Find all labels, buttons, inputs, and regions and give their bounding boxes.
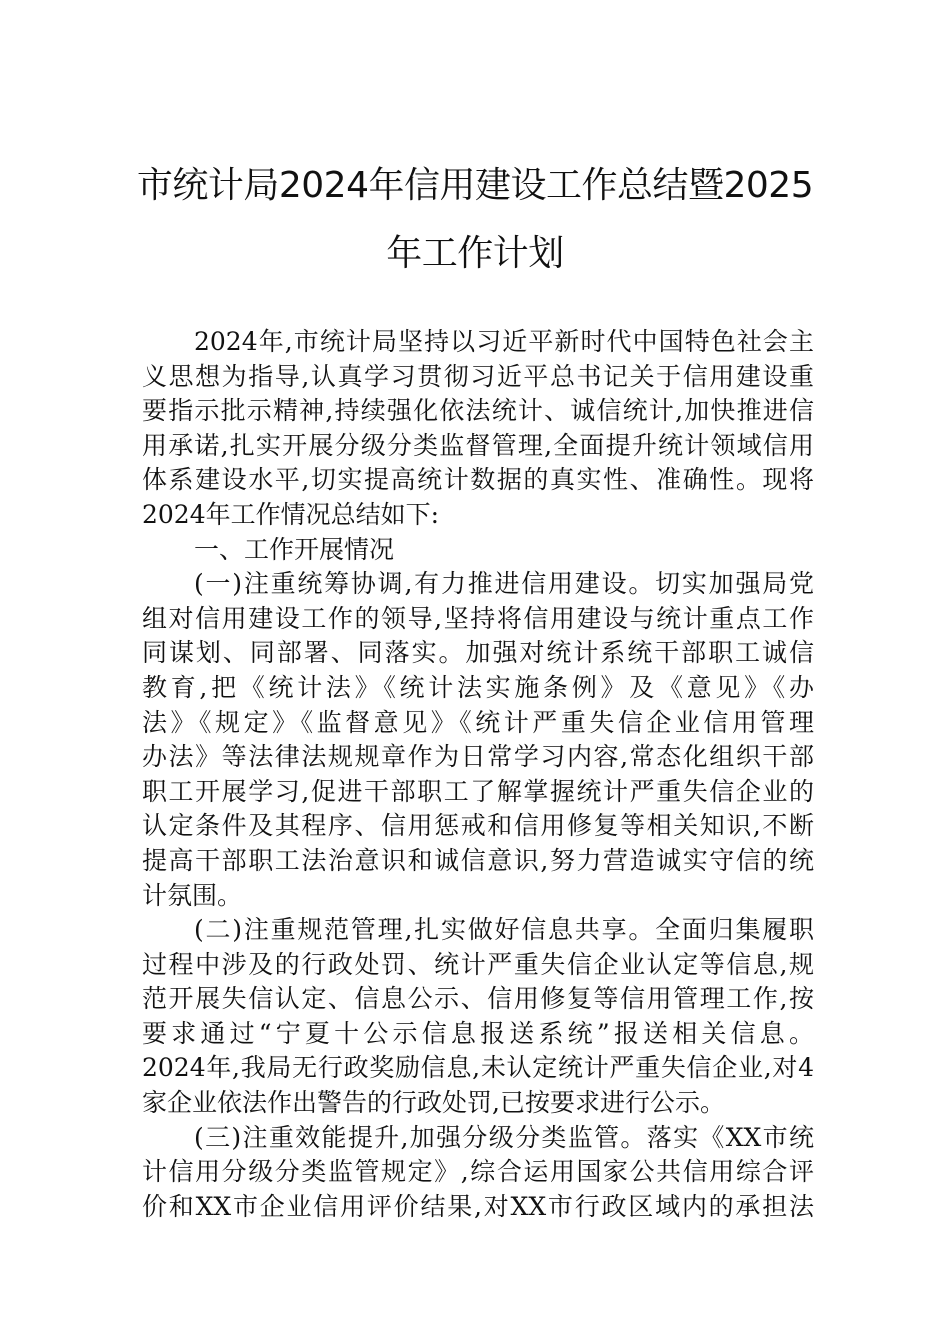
- body-line: 过程中涉及的行政处罚、统计严重失信企业认定等信息,规: [142, 949, 814, 979]
- body-line: 法》《规定》《监督意见》《统计严重失信企业信用管理: [142, 707, 814, 737]
- body-line: (二)注重规范管理,扎实做好信息共享。全面归集履职: [194, 915, 814, 945]
- body-line: 要求通过“宁夏十公示信息报送系统”报送相关信息。: [142, 1018, 814, 1048]
- body-line: 教育,把《统计法》《统计法实施条例》及《意见》《办: [142, 672, 814, 702]
- body-line: 同谋划、同部署、同落实。加强对统计系统干部职工诚信: [142, 638, 814, 668]
- body-line: 义思想为指导,认真学习贯彻习近平总书记关于信用建设重: [142, 361, 814, 391]
- body-line: 2024年工作情况总结如下:: [142, 499, 440, 529]
- body-line: 家企业依法作出警告的行政处罚,已按要求进行公示。: [142, 1088, 725, 1118]
- body-line: 范开展失信认定、信息公示、信用修复等信用管理工作,按: [142, 984, 814, 1014]
- body-line: 一、工作开展情况: [194, 534, 395, 564]
- body-line: 体系建设水平,切实提高统计数据的真实性、准确性。现将: [142, 465, 814, 495]
- body-line: 办法》等法律法规规章作为日常学习内容,常态化组织干部: [142, 742, 814, 772]
- document-title-line-1: 市统计局2024年信用建设工作总结暨2025: [136, 165, 814, 206]
- body-line: 计氛围。: [142, 880, 243, 910]
- body-line: 用承诺,扎实开展分级分类监督管理,全面提升统计领域信用: [142, 430, 814, 460]
- body-line: 提高干部职工法治意识和诚信意识,努力营造诚实守信的统: [142, 845, 814, 875]
- body-line: 2024年,市统计局坚持以习近平新时代中国特色社会主: [194, 327, 814, 356]
- body-line: 2024年,我局无行政奖励信息,未认定统计严重失信企业,对4: [142, 1053, 814, 1083]
- body-line: 要指示批示精神,持续强化依法统计、诚信统计,加快推进信: [142, 396, 814, 426]
- document-title-line-2: 年工作计划: [386, 233, 564, 274]
- body-line: 计信用分级分类监管规定》,综合运用国家公共信用综合评: [142, 1157, 814, 1187]
- body-line: 价和XX市企业信用评价结果,对XX市行政区域内的承担法: [142, 1191, 814, 1221]
- body-line: (三)注重效能提升,加强分级分类监管。落实《XX市统: [194, 1122, 814, 1152]
- body-line: (一)注重统筹协调,有力推进信用建设。切实加强局党: [194, 569, 814, 599]
- document-body: [142, 325, 814, 1224]
- body-line: 职工开展学习,促进干部职工了解掌握统计严重失信企业的: [142, 776, 814, 806]
- body-line: 认定条件及其程序、信用惩戒和信用修复等相关知识,不断: [142, 811, 814, 841]
- body-line: 组对信用建设工作的领导,坚持将信用建设与统计重点工作: [142, 603, 814, 633]
